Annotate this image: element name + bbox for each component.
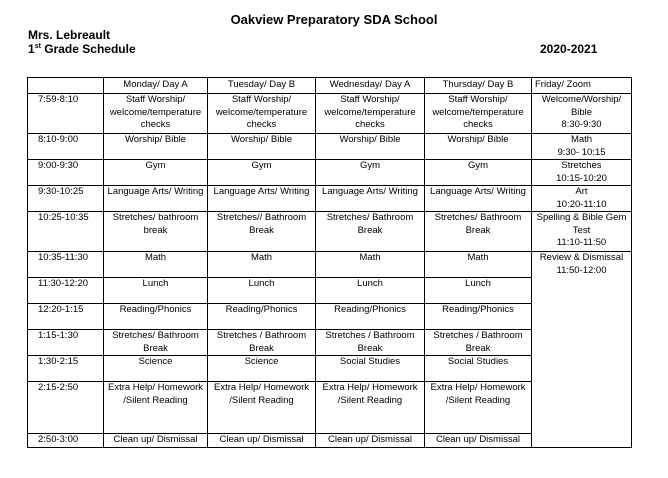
- time-cell: 2:50-3:00: [28, 434, 104, 448]
- thursday-cell: Reading/Phonics: [425, 304, 532, 330]
- column-header-thursday: Thursday/ Day B: [425, 78, 532, 94]
- wednesday-cell: Extra Help/ Homework /Silent Reading: [316, 382, 425, 434]
- monday-cell: Science: [104, 356, 208, 382]
- thursday-cell: Lunch: [425, 278, 532, 304]
- friday-block: [532, 186, 632, 212]
- schedule-title-text: Grade Schedule: [40, 42, 136, 56]
- friday-block-title: Spelling & Bible Gem Test: [536, 212, 627, 236]
- time-cell: 2:15-2:50: [28, 382, 104, 434]
- thursday-cell: Language Arts/ Writing: [425, 186, 532, 212]
- friday-block-title: Welcome/Worship/ Bible: [541, 94, 622, 118]
- wednesday-cell: Social Studies: [316, 356, 425, 382]
- thursday-cell: Clean up/ Dismissal: [425, 434, 532, 448]
- time-cell: 10:35-11:30: [28, 252, 104, 278]
- wednesday-cell: Clean up/ Dismissal: [316, 434, 425, 448]
- wednesday-cell: Lunch: [316, 278, 425, 304]
- monday-cell: Staff Worship/ welcome/temperature checks: [104, 94, 208, 134]
- schedule-table: [27, 77, 632, 448]
- tuesday-cell: Clean up/ Dismissal: [208, 434, 316, 448]
- tuesday-cell: Gym: [208, 160, 316, 186]
- wednesday-cell: Stretches/ Bathroom Break: [316, 212, 425, 252]
- table-row: [28, 94, 632, 134]
- school-year: 2020-2021: [540, 42, 598, 56]
- time-cell: 9:30-10:25: [28, 186, 104, 212]
- monday-cell: Lunch: [104, 278, 208, 304]
- wednesday-cell: Gym: [316, 160, 425, 186]
- header-row: [28, 78, 632, 94]
- time-cell: 1:30-2:15: [28, 356, 104, 382]
- tuesday-cell: Math: [208, 252, 316, 278]
- thursday-cell: Extra Help/ Homework /Silent Reading: [425, 382, 532, 434]
- friday-block-time: 11:10-11:50: [556, 237, 607, 248]
- tuesday-cell: Science: [208, 356, 316, 382]
- friday-block-time: 8:30-9:30: [561, 119, 602, 130]
- monday-cell: Clean up/ Dismissal: [104, 434, 208, 448]
- monday-cell: Stretches/ Bathroom Break: [104, 330, 208, 356]
- schedule-title: [28, 42, 136, 56]
- table-row: [28, 134, 632, 160]
- monday-cell: Worship/ Bible: [104, 134, 208, 160]
- table-row: [28, 186, 632, 212]
- monday-cell: Extra Help/ Homework /Silent Reading: [104, 382, 208, 434]
- friday-block-title: Review & Dismissal: [539, 252, 624, 263]
- monday-cell: Gym: [104, 160, 208, 186]
- friday-block-time: 10:20-11:10: [556, 198, 607, 210]
- grade-suffix: st: [34, 43, 41, 50]
- thursday-cell: Social Studies: [425, 356, 532, 382]
- friday-block-time: 9:30- 10:15: [557, 146, 606, 158]
- friday-block: [532, 252, 632, 448]
- monday-cell: Stretches/ bathroom break: [104, 212, 208, 252]
- time-cell: 11:30-12:20: [28, 278, 104, 304]
- friday-block-time: 11:50-12:00: [556, 264, 607, 276]
- wednesday-cell: Worship/ Bible: [316, 134, 425, 160]
- wednesday-cell: Language Arts/ Writing: [316, 186, 425, 212]
- friday-block-title: Stretches: [561, 160, 602, 171]
- friday-block: [532, 212, 632, 252]
- table-row: [28, 252, 632, 278]
- table-row: [28, 160, 632, 186]
- tuesday-cell: Language Arts/ Writing: [208, 186, 316, 212]
- friday-block-title: Art: [575, 186, 588, 197]
- friday-block: [532, 134, 632, 160]
- wednesday-cell: Math: [316, 252, 425, 278]
- tuesday-cell: Stretches// Bathroom Break: [208, 212, 316, 252]
- wednesday-cell: Stretches / Bathroom Break: [316, 330, 425, 356]
- friday-block: [532, 160, 632, 186]
- friday-block-time: 10:15-10:20: [556, 172, 607, 184]
- column-header-monday: Monday/ Day A: [104, 78, 208, 94]
- column-header-time: [28, 78, 104, 94]
- thursday-cell: Math: [425, 252, 532, 278]
- monday-cell: Language Arts/ Writing: [104, 186, 208, 212]
- teacher-name: Mrs. Lebreault: [28, 28, 111, 42]
- thursday-cell: Stretches/ Bathroom Break: [425, 212, 532, 252]
- tuesday-cell: Extra Help/ Homework /Silent Reading: [208, 382, 316, 434]
- time-cell: 12:20-1:15: [28, 304, 104, 330]
- time-cell: 10:25-10:35: [28, 212, 104, 252]
- thursday-cell: Staff Worship/ welcome/temperature checks: [425, 94, 532, 134]
- time-cell: 8:10-9:00: [28, 134, 104, 160]
- column-header-tuesday: Tuesday/ Day B: [208, 78, 316, 94]
- tuesday-cell: Lunch: [208, 278, 316, 304]
- time-cell: 9:00-9:30: [28, 160, 104, 186]
- thursday-cell: Stretches / Bathroom Break: [425, 330, 532, 356]
- table-row: [28, 212, 632, 252]
- monday-cell: Reading/Phonics: [104, 304, 208, 330]
- monday-cell: Math: [104, 252, 208, 278]
- tuesday-cell: Staff Worship/ welcome/temperature checks: [208, 94, 316, 134]
- time-cell: 1:15-1:30: [28, 330, 104, 356]
- tuesday-cell: Reading/Phonics: [208, 304, 316, 330]
- thursday-cell: Worship/ Bible: [425, 134, 532, 160]
- school-name: Oakview Preparatory SDA School: [230, 12, 438, 27]
- tuesday-cell: Worship/ Bible: [208, 134, 316, 160]
- thursday-cell: Gym: [425, 160, 532, 186]
- friday-block: [532, 94, 632, 134]
- time-cell: 7:59-8:10: [28, 94, 104, 134]
- tuesday-cell: Stretches / Bathroom Break: [208, 330, 316, 356]
- grade-number: 1: [28, 42, 35, 56]
- column-header-friday: Friday/ Zoom: [532, 78, 632, 94]
- wednesday-cell: Staff Worship/ welcome/temperature checks: [316, 94, 425, 134]
- column-header-wednesday: Wednesday/ Day A: [316, 78, 425, 94]
- friday-block-title: Math: [570, 134, 593, 145]
- wednesday-cell: Reading/Phonics: [316, 304, 425, 330]
